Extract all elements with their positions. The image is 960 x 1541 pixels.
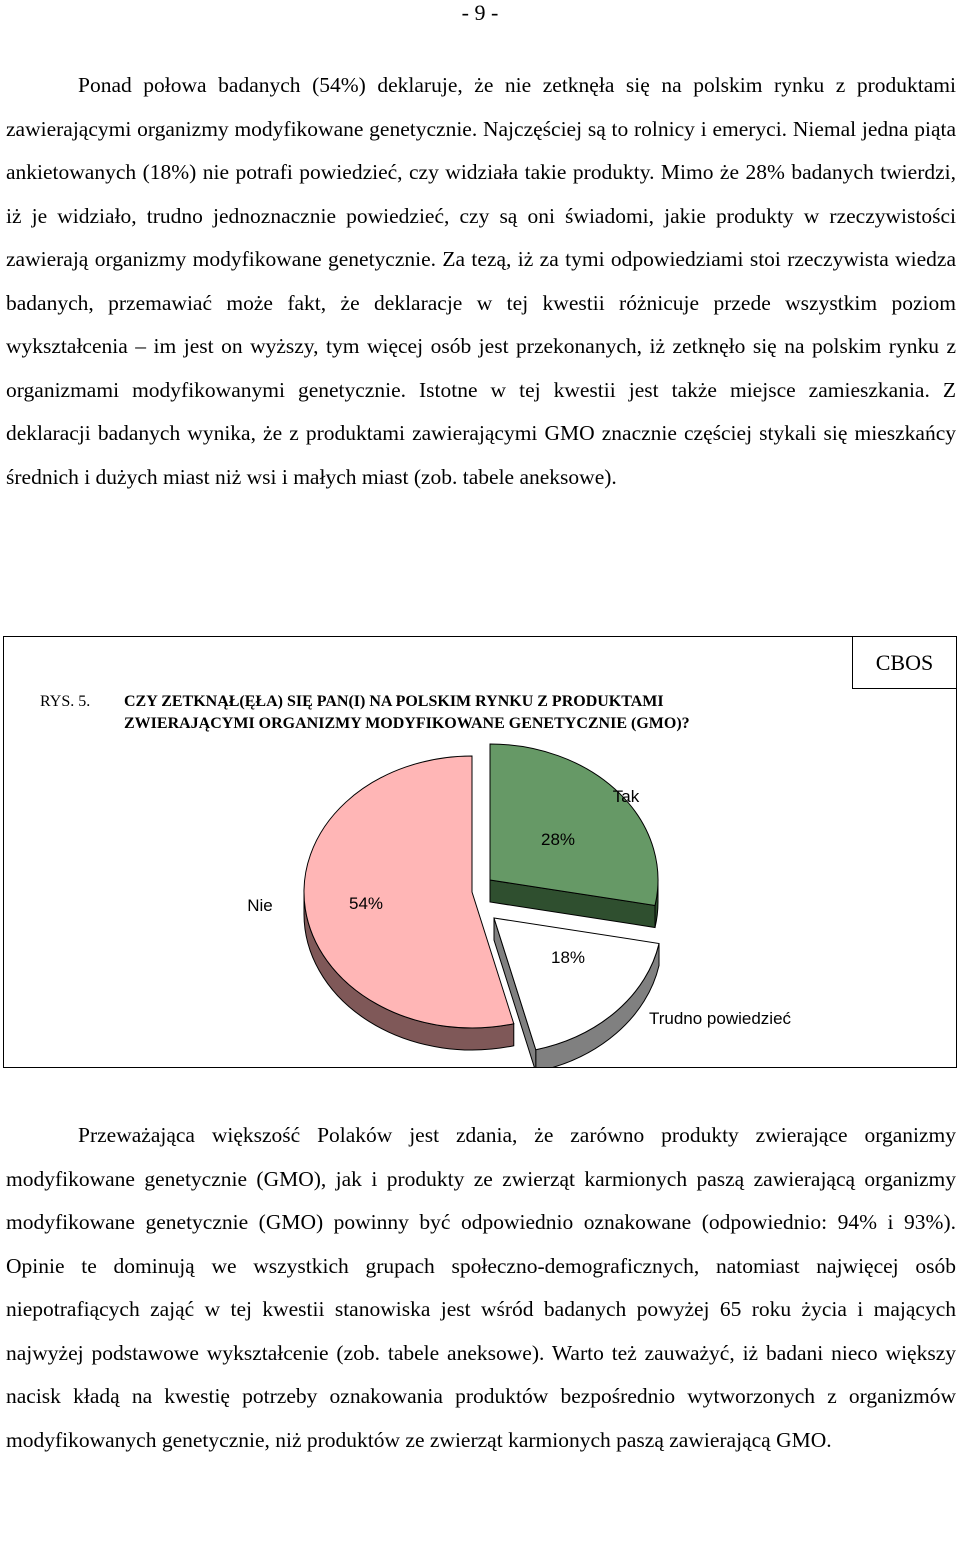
- paragraph-gmo-labeling: Przeważająca większość Polaków jest zdania, że zarówno produkty zwierające organizmy modyfikowane genetycznie (GMO), jak i produkty ze zwierząt karmionych paszą zawierającą organizmy modyfikowane genetycznie (GMO) powinny być odpowiednio oznakowane (odpowiednio: 94% i 93%). Opinie te dominują we wszystkich grupach społeczno-demograficznych, natomiast najwięcej osób niepotrafiących zająć w tej kwestii stanowiska jest wśród badanych powyżej 65 roku życia i mających najwyżej podstawowe wykształcenie (zob. tabele aneksowe). Warto też zauważyć, iż badani nieco większy nacisk kładą na kwestię potrzeby oznakowania produktów bezpośrednio wytworzonych z organizmów modyfikowanych genetycznie, niż produktów ze zwierząt karmionych paszą zawierającą GMO.: [6, 1123, 956, 1452]
- source-label: CBOS: [852, 637, 956, 689]
- figure-box: [3, 636, 957, 1068]
- page-number: - 9 -: [461, 0, 499, 25]
- paragraph-gmo-contact: Ponad połowa badanych (54%) deklaruje, że nie zetknęła się na polskim rynku z produktami zawierającymi organizmy modyfikowane genetycznie. Najczęściej są to rolnicy i emeryci. Niemal jedna piąta ankietowanych (18%) nie potrafi powiedzieć, czy widziała takie produkty. Mimo że 28% badanych twierdzi, iż je widziało, trudno jednoznacznie powiedzieć, czy są oni świadomi, jakie produkty w rzeczywistości zawierają organizmy modyfikowane genetycznie. Za tezą, iż za tymi odpowiedziami stoi rzeczywista wiedza badanych, przemawiać może fakt, że deklaracje w tej kwestii różnicuje przede wszystkim poziom wykształcenia – im jest on wyższy, tym więcej osób jest przekonanych, iż zetknęło się na polskim rynku z organizmami modyfikowanymi genetycznie. Istotne w tej kwestii jest także miejsce zamieszkania. Z deklaracji badanych wynika, że z produktami zawierającymi GMO znacznie częściej stykali się mieszkańcy średnich i dużych miast niż wsi i małych miast (zob. tabele aneksowe).: [6, 73, 956, 489]
- pie-chart: [4, 637, 956, 1067]
- figure-number: RYS. 5.: [40, 693, 91, 710]
- slice-value-tak: 28%: [540, 830, 576, 849]
- slice-top-0: [490, 744, 658, 905]
- slice-value-nie: 54%: [348, 894, 384, 913]
- slice-label-trudno: Trudno powiedzieć: [648, 1009, 792, 1028]
- slice-label-nie: Nie: [247, 896, 273, 915]
- figure-title-line-2: ZWIERAJĄCYMI ORGANIZMY MODYFIKOWANE GENETYCZNIE (GMO)?: [124, 715, 690, 732]
- slice-label-tak: Tak: [612, 787, 640, 806]
- slice-top-1: [494, 918, 659, 1050]
- slice-value-trudno: 18%: [550, 948, 586, 967]
- figure-title-line-1: CZY ZETKNĄŁ(ĘŁA) SIĘ PAN(I) NA POLSKIM RYNKU Z PRODUKTAMI: [124, 693, 664, 710]
